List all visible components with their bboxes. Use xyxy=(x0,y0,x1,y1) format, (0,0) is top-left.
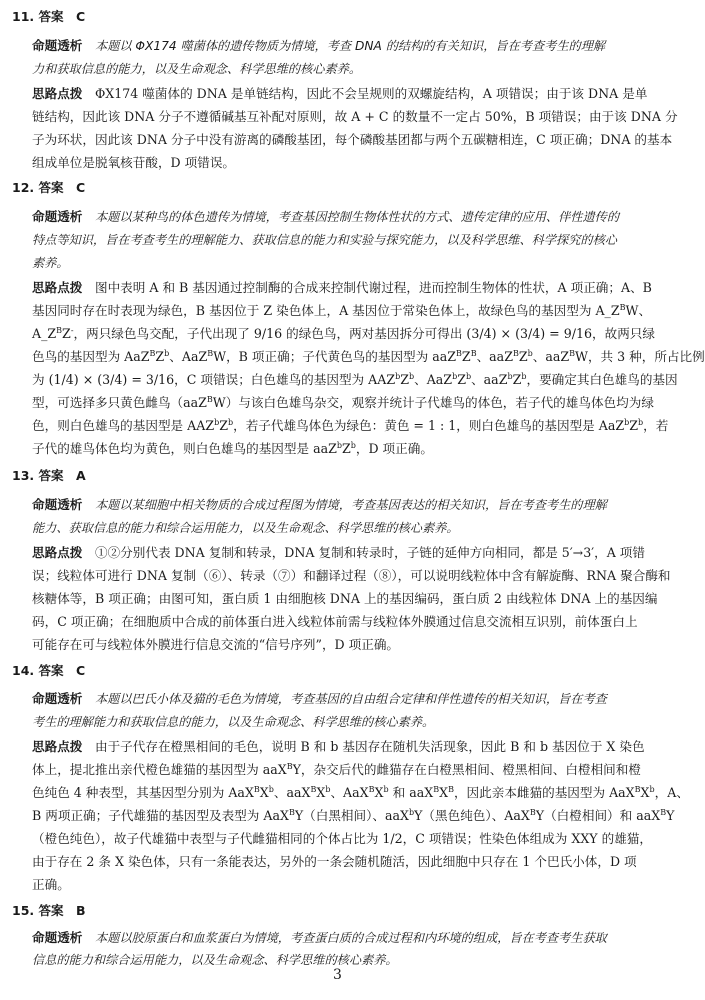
q12-hint-line-4: 色鸟的基因型为 $AaZ^BZ^b$、AaZ$^B$W，B 项正确；子代黄色鸟的基因型为 $aaZ^BZ^B$、$aaZ^BZ^b$、aaZ$^B$W，共 3 种，所占比例 xyxy=(32,348,705,364)
q11-analysis-line-2: 力和获取信息的能力，以及生命观念、科学思维的核心素养。 xyxy=(32,62,362,76)
q12-hint-line-8: 子代的雄鸟体色均为黄色，则白色雄鸟的基因型是 $aaZ^bZ^b$，D 项正确。 xyxy=(32,440,433,456)
q11-hint-label: 思路点拨 xyxy=(32,86,83,101)
q14-hint-line-4: B 两项正确；子代雄猫的基因型及表型为 AaX$^B$Y（白黑相间）、aaX$^b$Y（黑色纯色）、AaX$^B$Y（白橙相间）和 aaX$^B$Y xyxy=(32,807,675,823)
page-number: 3 xyxy=(333,967,342,983)
q13-analysis-line-2: 能力、获取信息的能力和综合运用能力，以及生命观念、科学思维的核心素养。 xyxy=(32,521,459,535)
q13-hint-line-5: 可能存在可与线粒体外膜进行信息交流的“信号序列”，D 项正确。 xyxy=(32,637,400,652)
q14-hint-line-7: 正确。 xyxy=(32,877,70,892)
q14-analysis-label: 命题透析 xyxy=(32,691,83,706)
question-13-answer: 13. 答案 A xyxy=(12,468,86,483)
q14-analysis-line-2: 考生的理解能力和获取信息的能力，以及生命观念、科学思维的核心素养。 xyxy=(32,715,435,729)
q14-hint-line-3: 色纯色 4 种表型，其基因型分别为 $AaX^BX^b$、$aaX^BX^b$、$AaX^BX^b$ 和 $aaX^BX^B$，因此亲本雌猫的基因型为 $AaX^BX^b$，A、 xyxy=(32,784,689,800)
q12-analysis-line-3: 素养。 xyxy=(32,256,69,270)
q11-hint-line-3: 子为环状，因此该 DNA 分子中没有游离的磷酸基团，每个磷酸基团都与两个五碳糖相连，C 项正确；DNA 的基本 xyxy=(32,132,673,147)
question-11-answer: 11. 答案 C xyxy=(12,9,86,24)
q12-hint-line-1: 思路点拨 图中表明 A 和 B 基因通过控制酶的合成来控制代谢过程，进而控制生物体的性状，A 项正确；A、B xyxy=(32,280,652,295)
q12-hint-line-6: 型，可选择多只黄色雌鸟（aaZ$^B$W）与该白色雄鸟杂交，观察并统计子代雄鸟的体色，若子代的雄鸟体色均为绿 xyxy=(32,394,654,410)
q12-hint-line-7: 色，则白色雄鸟的基因型是 $AAZ^bZ^b$，若子代雄鸟体色为绿色：黄色 = 1 : 1，则白色雄鸟的基因型是 $AaZ^bZ^b$，若 xyxy=(32,417,669,433)
q12-analysis-line-2: 特点等知识，旨在考查考生的理解能力、获取信息的能力和实验与探究能力，以及科学思维、科学探究的核心 xyxy=(32,233,617,247)
question-15-answer: 15. 答案 B xyxy=(12,903,86,918)
q14-hint-label: 思路点拨 xyxy=(32,739,83,754)
q14-hint-line-5: （橙色纯色），故子代雄猫中表型与子代雌猫相同的个体占比为 1/2，C 项错误；性染色体组成为 XXY 的雄猫， xyxy=(32,831,652,846)
q14-analysis-line-1: 命题透析 本题以巴氏小体及猫的毛色为情境，考查基因的自由组合定律和伴性遗传的相关知识，旨在考查 xyxy=(32,691,607,706)
q13-hint-label: 思路点拨 xyxy=(32,545,83,560)
question-14-answer: 14. 答案 C xyxy=(12,663,86,678)
q12-hint-line-5: 为 (1/4) × (3/4) = 3/16，C 项错误；白色雄鸟的基因型为 $AAZ^bZ^b$、$AaZ^bZ^b$、$aaZ^bZ^b$，要确定其白色雄鸟的基因 xyxy=(32,371,678,387)
q13-hint-line-3: 核糖体等，B 项正确；由图可知，蛋白质 1 由细胞核 DNA 上的基因编码，蛋白质 2 由线粒体 DNA 上的基因编 xyxy=(32,591,658,606)
q15-analysis-line-2: 信息的能力和综合运用能力，以及生命观念、科学思维的核心素养。 xyxy=(32,953,398,967)
q12-hint-line-3: $A\_Z^BZ^-$，两只绿色鸟交配，子代出现了 9/16 的绿色鸟，两对基因拆分可得出 (3/4) × (3/4) = 9/16，故两只绿 xyxy=(32,325,655,341)
q14-hint-line-6: 由于存在 2 条 X 染色体，只有一条能表达，另外的一条会随机随活，因此细胞中只存在 1 个巴氏小体，D 项 xyxy=(32,854,637,869)
q15-analysis-line-1: 命题透析 本题以胶原蛋白和血浆蛋白为情境，考查蛋白质的合成过程和内环境的组成，旨在考查考生获取 xyxy=(32,930,607,945)
q12-analysis-label: 命题透析 xyxy=(32,209,83,224)
q11-hint-line-2: 链结构，因此该 DNA 分子不遵循碱基互补配对原则，故 A + C 的数量不一定占 50%，B 项错误；由于该 DNA 分 xyxy=(32,109,678,124)
q13-analysis-label: 命题透析 xyxy=(32,497,83,512)
q12-hint-label: 思路点拨 xyxy=(32,280,83,295)
q13-analysis-line-1: 命题透析 本题以某细胞中相关物质的合成过程图为情境，考查基因表达的相关知识，旨在考查考生的理解 xyxy=(32,497,607,512)
q13-hint-line-1: 思路点拨 ①②分别代表 DNA 复制和转录，DNA 复制和转录时，子链的延伸方向相同，都是 5′→3′，A 项错 xyxy=(32,545,645,560)
q14-hint-line-1: 思路点拨 由于子代存在橙黑相间的毛色，说明 B 和 b 基因存在随机失活现象，因此 B 和 b 基因位于 X 染色 xyxy=(32,739,645,754)
question-12-answer: 12. 答案 C xyxy=(12,180,86,195)
q13-hint-line-2: 误；线粒体可进行 DNA 复制（⑥）、转录（⑦）和翻译过程（⑧），可以说明线粒体中含有解旋酶、RNA 聚合酶和 xyxy=(32,568,671,583)
q12-analysis-line-1: 命题透析 本题以某种鸟的体色遗传为情境，考查基因控制生物体性状的方式、遗传定律的应用、伴性遗传的 xyxy=(32,209,620,224)
q14-hint-line-2: 体上，提北推出亲代橙色雄猫的基因型为 aaX$^B$Y，杂交后代的雌猫存在白橙黑相间、橙黑相间、白橙相间和橙 xyxy=(32,761,641,777)
q11-analysis-line-1: 命题透析 本题以 ΦX174 噬菌体的遗传物质为情境，考查 DNA 的结构的有关知识，旨在考查考生的理解 xyxy=(32,38,606,53)
q11-hint-line-1: 思路点拨 ΦX174 噬菌体的 DNA 是单链结构，因此不会呈规则的双螺旋结构，A 项错误；由于该 DNA 是单 xyxy=(32,86,648,101)
q11-analysis-label: 命题透析 xyxy=(32,38,83,53)
q11-hint-line-4: 组成单位是脱氧核苷酸，D 项错误。 xyxy=(32,155,236,170)
q13-hint-line-4: 码，C 项正确；在细胞质中合成的前体蛋白进入线粒体前需与线粒体外膜通过信息交流相互识别，前体蛋白上 xyxy=(32,614,638,629)
q15-analysis-label: 命题透析 xyxy=(32,930,83,945)
q12-hint-line-2: 基因同时存在时表现为绿色，B 基因位于 Z 染色体上，A 基因位于常染色体上，故绿色鸟的基因型为 $A\_Z^BW$、 xyxy=(32,302,652,318)
